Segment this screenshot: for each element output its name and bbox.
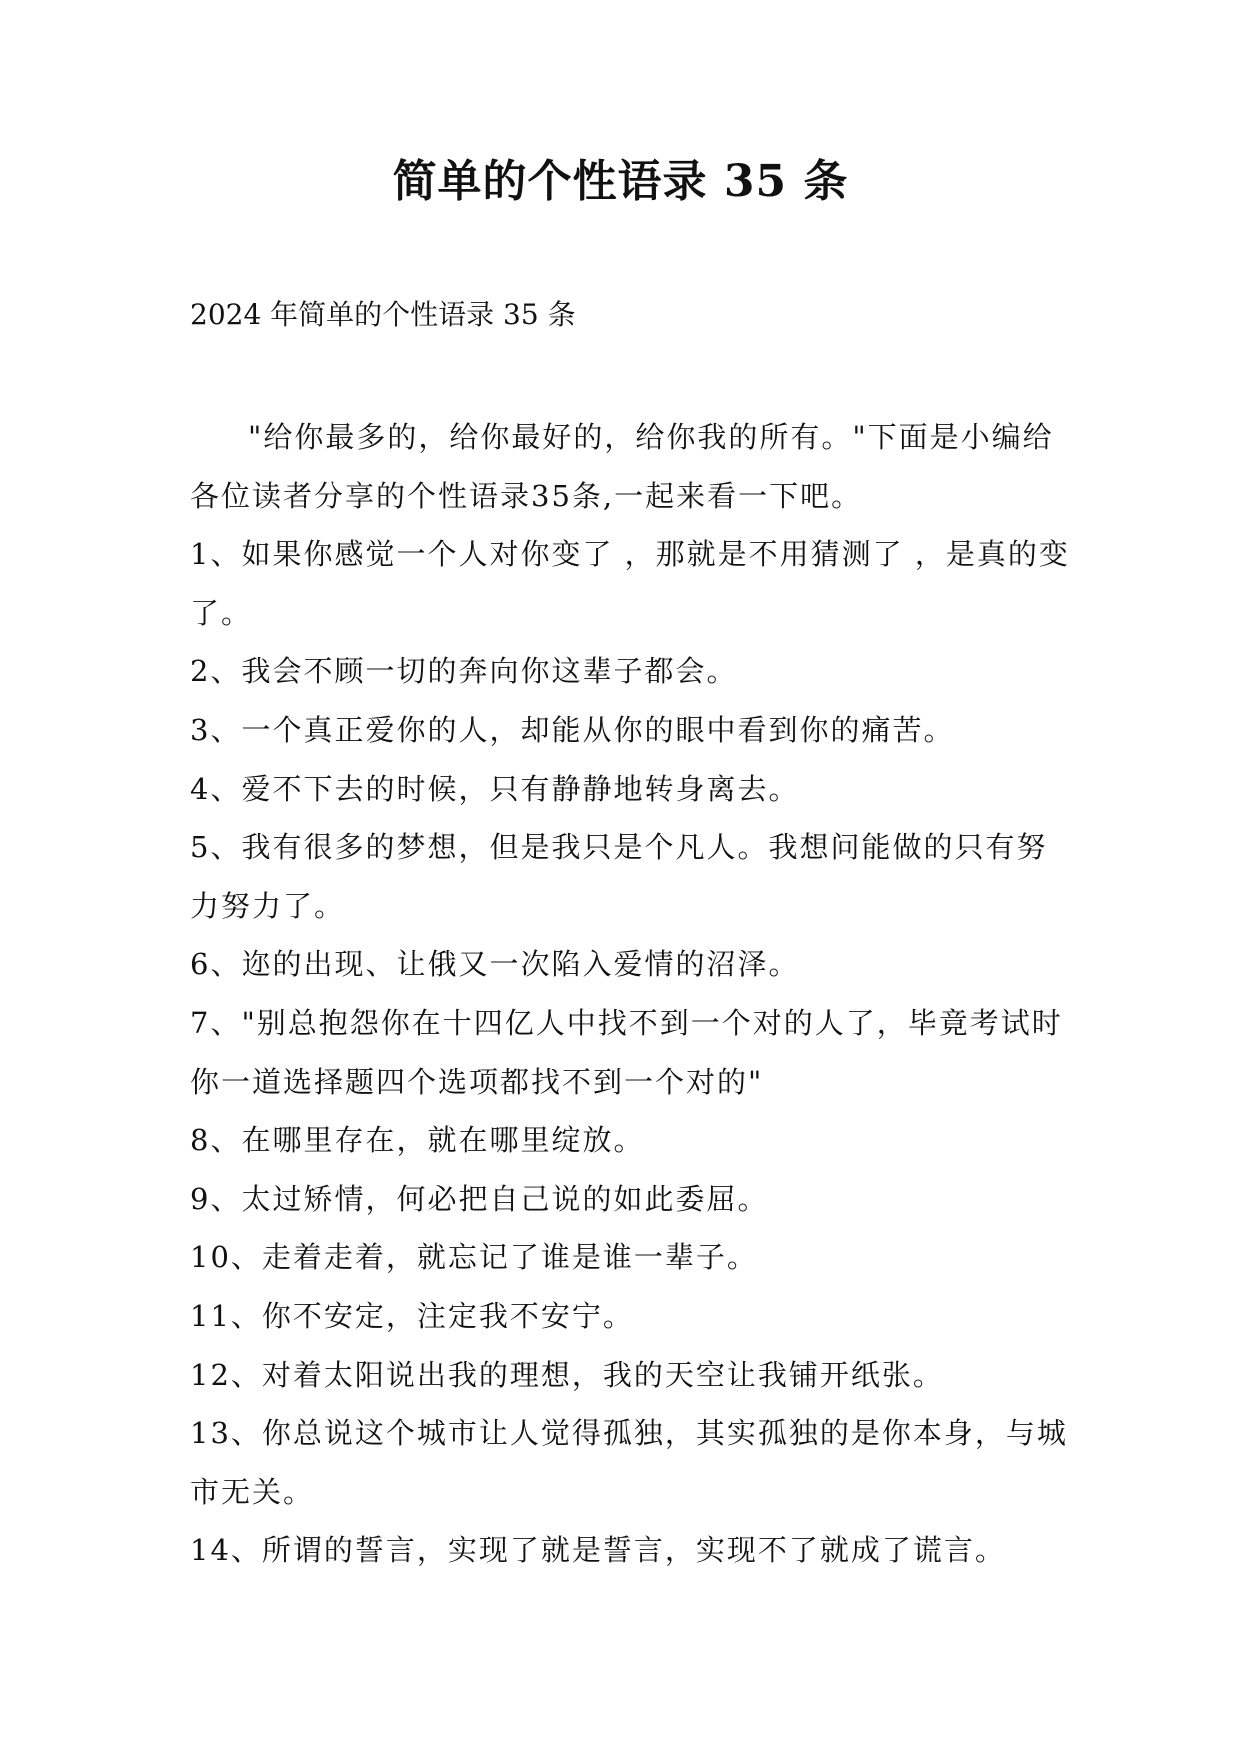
document-body	[190, 408, 1070, 1580]
list-item: 2、我会不顾一切的奔向你这辈子都会。	[190, 654, 738, 689]
list-item: 1、如果你感觉一个人对你变了 ，那就是不用猜测了 ，是真的变了。	[190, 537, 1070, 630]
list-item: 10、走着走着，就忘记了谁是谁一辈子。	[190, 1240, 758, 1275]
list-item: 5、我有很多的梦想，但是我只是个凡人。我想问能做的只有努力努力了。	[190, 830, 1048, 923]
document-subtitle: 2024 年简单的个性语录 35 条	[190, 298, 576, 331]
document-title: 简单的个性语录 35 条	[392, 156, 849, 207]
list-item: 3、一个真正爱你的人，却能从你的眼中看到你的痛苦。	[190, 712, 955, 747]
list-item: 4、爱不下去的时候，只有静静地转身离去。	[190, 771, 800, 806]
list-item: 9、太过矫情，何必把自己说的如此委屈。	[190, 1181, 769, 1216]
list-item: 14、所谓的誓言，实现了就是誓言，实现不了就成了谎言。	[190, 1533, 1006, 1568]
intro-paragraph: "给你最多的，给你最好的，给你我的所有。"下面是小编给各位读者分享的个性语录35条,一起来看一下吧。	[190, 420, 1054, 513]
list-item: 12、对着太阳说出我的理想，我的天空让我铺开纸张。	[190, 1357, 944, 1392]
list-item: 13、你总说这个城市让人觉得孤独，其实孤独的是你本身，与城市无关。	[190, 1416, 1068, 1509]
list-item: 7、"别总抱怨你在十四亿人中找不到一个对的人了，毕竟考试时你一道选择题四个选项都找不到一个对的"	[190, 1005, 1063, 1099]
list-item: 8、在哪里存在，就在哪里绽放。	[190, 1123, 645, 1158]
list-item: 6、迩的出现、让俄又一次陷入爱情的沼泽。	[190, 947, 800, 982]
list-item: 11、你不安定，注定我不安宁。	[190, 1298, 634, 1333]
